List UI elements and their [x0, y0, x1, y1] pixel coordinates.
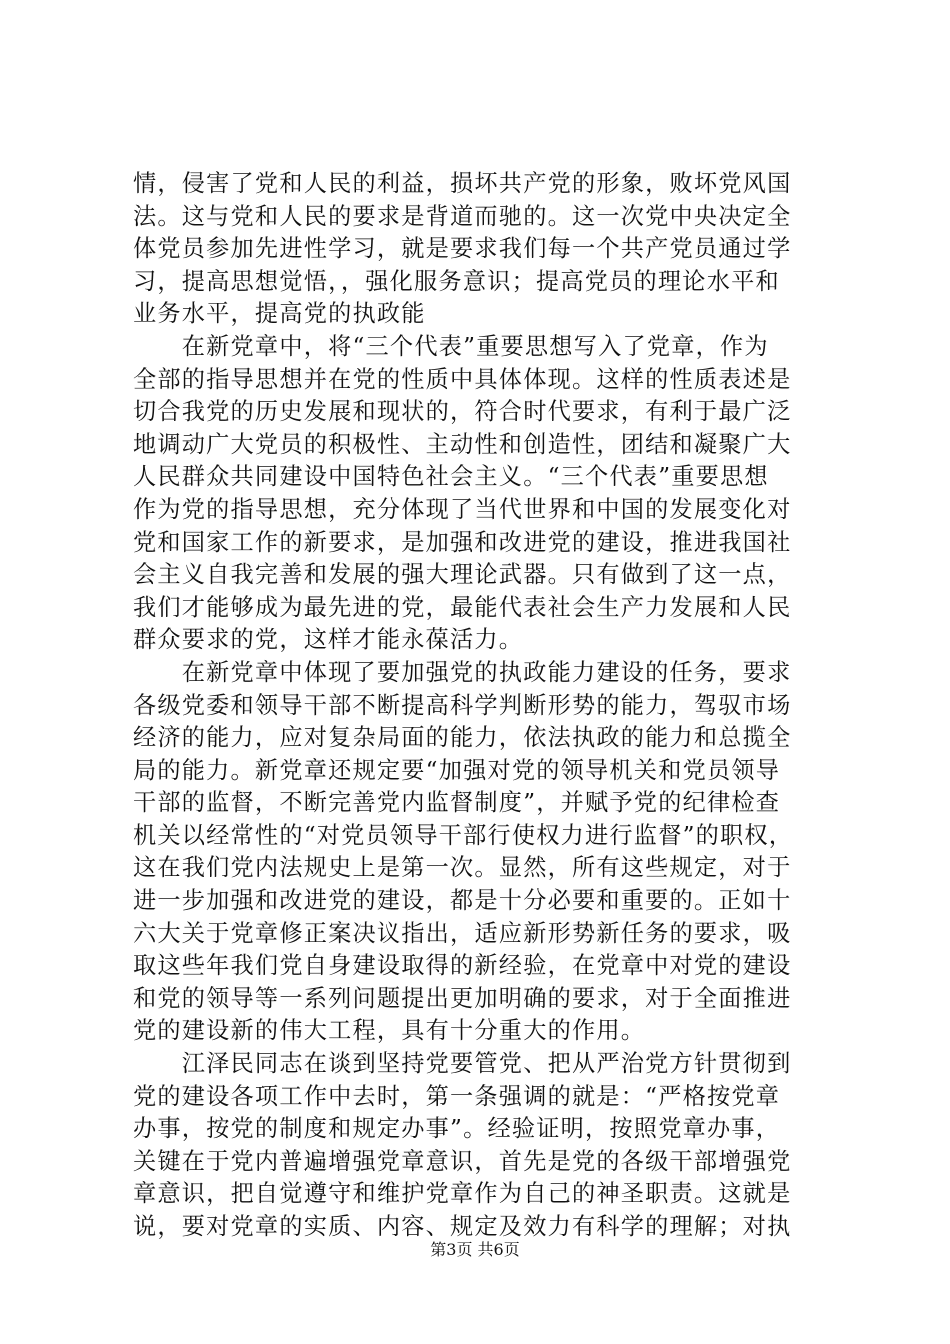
text-line: 各级党委和领导干部不断提高科学判断形势的能力，驾驭市场 [133, 691, 792, 719]
text-line: 机关以经常性的“对党员领导干部行使权力进行监督”的职权， [133, 821, 794, 849]
text-line: 体党员参加先进性学习，就是要求我们每一个共产党员通过学 [133, 235, 792, 263]
text-line: 说，要对党章的实质、内容、规定及效力有科学的理解；对执 [133, 1213, 792, 1240]
text-line: 人民群众共同建设中国特色社会主义。“三个代表”重要思想 [133, 463, 769, 491]
text-line: 情，侵害了党和人民的利益，损坏共产党的形象，败坏党风国 [133, 170, 792, 197]
text-line: 切合我党的历史发展和现状的，符合时代要求，有利于最广泛 [133, 398, 792, 426]
text-line: 全部的指导思想并在党的性质中具体体现。这样的性质表述是 [133, 365, 792, 393]
page-number-footer: 第3页 共6页 [430, 1240, 520, 1259]
text-line: 这在我们党内法规史上是第一次。显然，所有这些规定，对于 [133, 854, 792, 882]
text-line: 我们才能够成为最先进的党，最能代表社会生产力发展和人民 [133, 593, 792, 621]
text-line: 党的建设新的伟大工程，具有十分重大的作用。 [133, 1017, 646, 1045]
text-line: 党和国家工作的新要求，是加强和改进党的建设，推进我国社 [133, 528, 792, 556]
text-line: 群众要求的党，这样才能永葆活力。 [133, 626, 524, 654]
text-line: 六大关于党章修正案决议指出，适应新形势新任务的要求，吸 [133, 919, 792, 947]
text-line: 法。这与党和人民的要求是背道而驰的。这一次党中央决定全 [133, 202, 792, 230]
text-line: 在新党章中体现了要加强党的执政能力建设的任务，要求 [133, 658, 792, 686]
text-line: 会主义自我完善和发展的强大理论武器。只有做到了这一点， [133, 561, 792, 589]
text-line: 章意识，把自觉遵守和维护党章作为自己的神圣职责。这就是 [133, 1180, 792, 1208]
text-line: 江泽民同志在谈到坚持党要管党、把从严治党方针贯彻到 [133, 1050, 792, 1078]
document-body [133, 168, 833, 1244]
text-line: 在新党章中，将“三个代表”重要思想写入了党章，作为 [133, 332, 769, 360]
text-line: 习，提高思想觉悟，，强化服务意识；提高党员的理论水平和 [133, 267, 780, 295]
text-line: 进一步加强和改进党的建设，都是十分必要和重要的。正如十 [133, 887, 792, 915]
text-line: 经济的能力，应对复杂局面的能力，依法执政的能力和总揽全 [133, 724, 792, 752]
text-line: 干部的监督，不断完善党内监督制度”，并赋予党的纪律检查 [133, 789, 781, 817]
text-line: 作为党的指导思想，充分体现了当代世界和中国的发展变化对 [133, 495, 792, 523]
text-line: 地调动广大党员的积极性、主动性和创造性，团结和凝聚广大 [133, 430, 792, 458]
text-line: 办事，按党的制度和规定办事”。经验证明，按照党章办事， [133, 1115, 781, 1143]
text-line: 业务水平，提高党的执政能 [133, 300, 426, 328]
text-line: 关键在于党内普遍增强党章意识，首先是党的各级干部增强党 [133, 1147, 792, 1175]
text-line: 和党的领导等一系列问题提出更加明确的要求，对于全面推进 [133, 984, 792, 1012]
text-line: 党的建设各项工作中去时，第一条强调的就是：“严格按党章 [133, 1082, 781, 1110]
text-line: 局的能力。新党章还规定要“加强对党的领导机关和党员领导 [133, 756, 781, 784]
text-line: 取这些年我们党自身建设取得的新经验，在党章中对党的建设 [133, 952, 792, 980]
